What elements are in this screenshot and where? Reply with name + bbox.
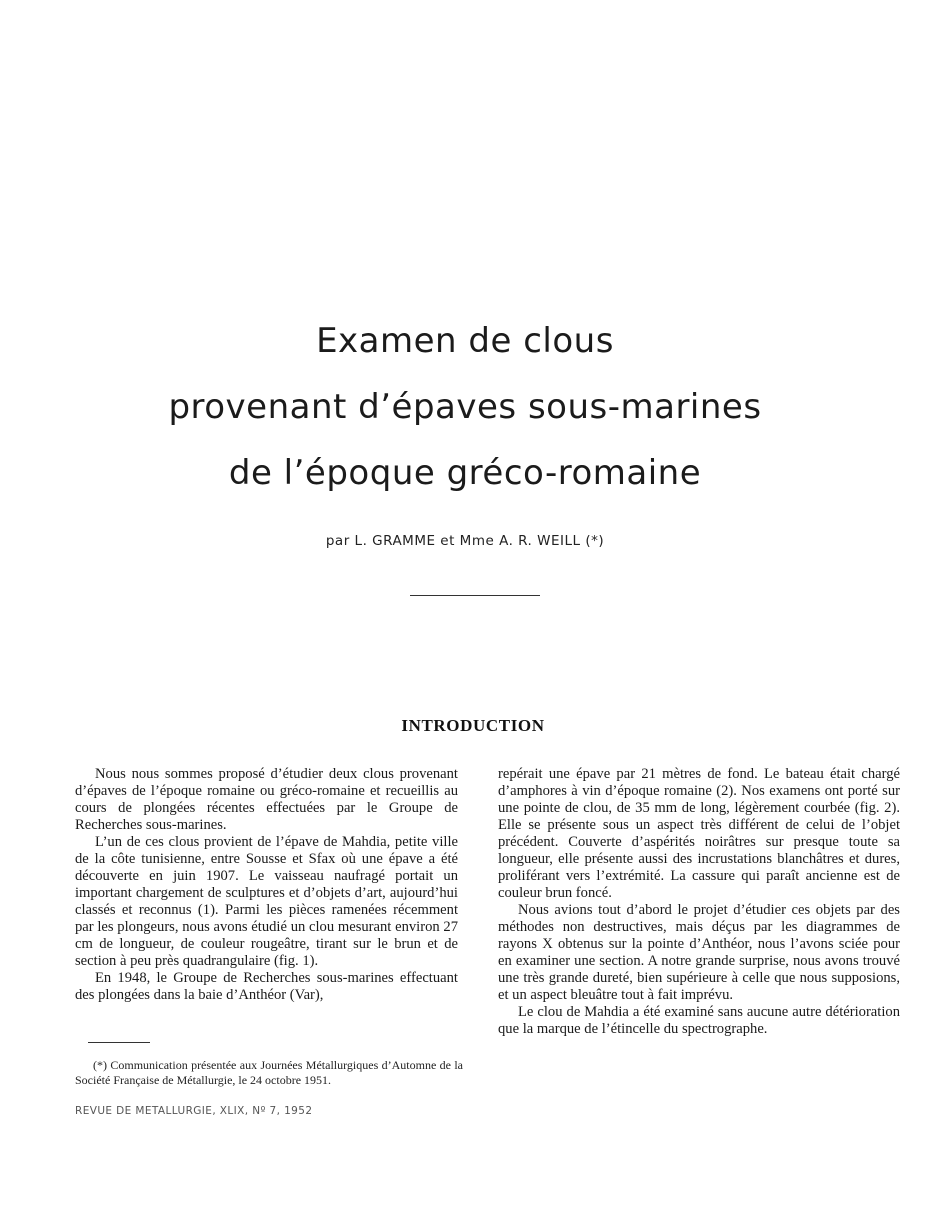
journal-reference: REVUE DE METALLURGIE, XLIX, Nº 7, 1952: [75, 1105, 313, 1117]
paragraph: Nous avions tout d’abord le projet d’étudier ces objets par des méthodes non destructives, mais déçus par les diagrammes de rayons X obtenus sur la pointe d’Anthéor, nous l’avons sciée pour en examiner une section. A notre grande surprise, nous avons trouvé une très grande dureté, bien supérieure à celle que nous supposions, et un aspect bleuâtre tout à fait imprévu.: [498, 902, 900, 1003]
right-column: [498, 766, 900, 1038]
section-heading: INTRODUCTION: [401, 716, 545, 735]
title-line-1: Examen de clous: [316, 321, 614, 361]
paragraph: En 1948, le Groupe de Recherches sous-marines effectuant des plongées dans la baie d’Anthéor (Var),: [75, 970, 458, 1003]
paragraph: Le clou de Mahdia a été examiné sans aucune autre détérioration que la marque de l’étincelle du spectrographe.: [498, 1004, 900, 1037]
paragraph: L’un de ces clous provient de l’épave de Mahdia, petite ville de la côte tunisienne, entre Sousse et Sfax où une épave a été découverte en juin 1907. Le vaisseau naufragé portait un important chargement de sculptures et d’objets d’art, aujourd’hui classés et reconnus (1). Parmi les pièces ramenées récemment par les plongeurs, nous avons étudié un clou mesurant environ 27 cm de longueur, de couleur rougeâtre, tirant sur le brun et de section à peu près quadrangulaire (fig. 1).: [75, 834, 458, 969]
left-column: [75, 766, 458, 1004]
paragraph: repérait une épave par 21 mètres de fond. Le bateau était chargé d’amphores à vin d’époque romaine (2). Nos examens ont porté sur une pointe de clou, de 35 mm de long, légèrement courbée (fig. 2). Elle se présente sous un aspect très différent de celui de l’objet précédent. Couverte d’aspérités noirâtres sur presque toute sa longueur, elle présente aussi des incrustations blanchâtres et dures, proliférant vers l’extrémité. La cassure qui paraît ancienne est de couleur brun foncé.: [498, 766, 900, 901]
title-line-3: de l’époque gréco-romaine: [228, 453, 702, 493]
author-byline: par L. GRAMME et Mme A. R. WEILL (*): [325, 533, 605, 549]
paragraph: Nous nous sommes proposé d’étudier deux clous provenant d’épaves de l’époque romaine ou gréco-romaine et recueillis au cours de plongées récentes effectuées par le Groupe de Recherches sous-marines.: [75, 766, 458, 833]
article-title: [0, 308, 930, 506]
title-separator: [410, 595, 540, 596]
title-line-2: provenant d’épaves sous-marines: [168, 387, 762, 427]
footnote: (*) Communication présentée aux Journées Métallurgiques d’Automne de la Société Française de Métallurgie, le 24 octobre 1951.: [75, 1058, 463, 1087]
footnote-rule: [88, 1042, 150, 1043]
